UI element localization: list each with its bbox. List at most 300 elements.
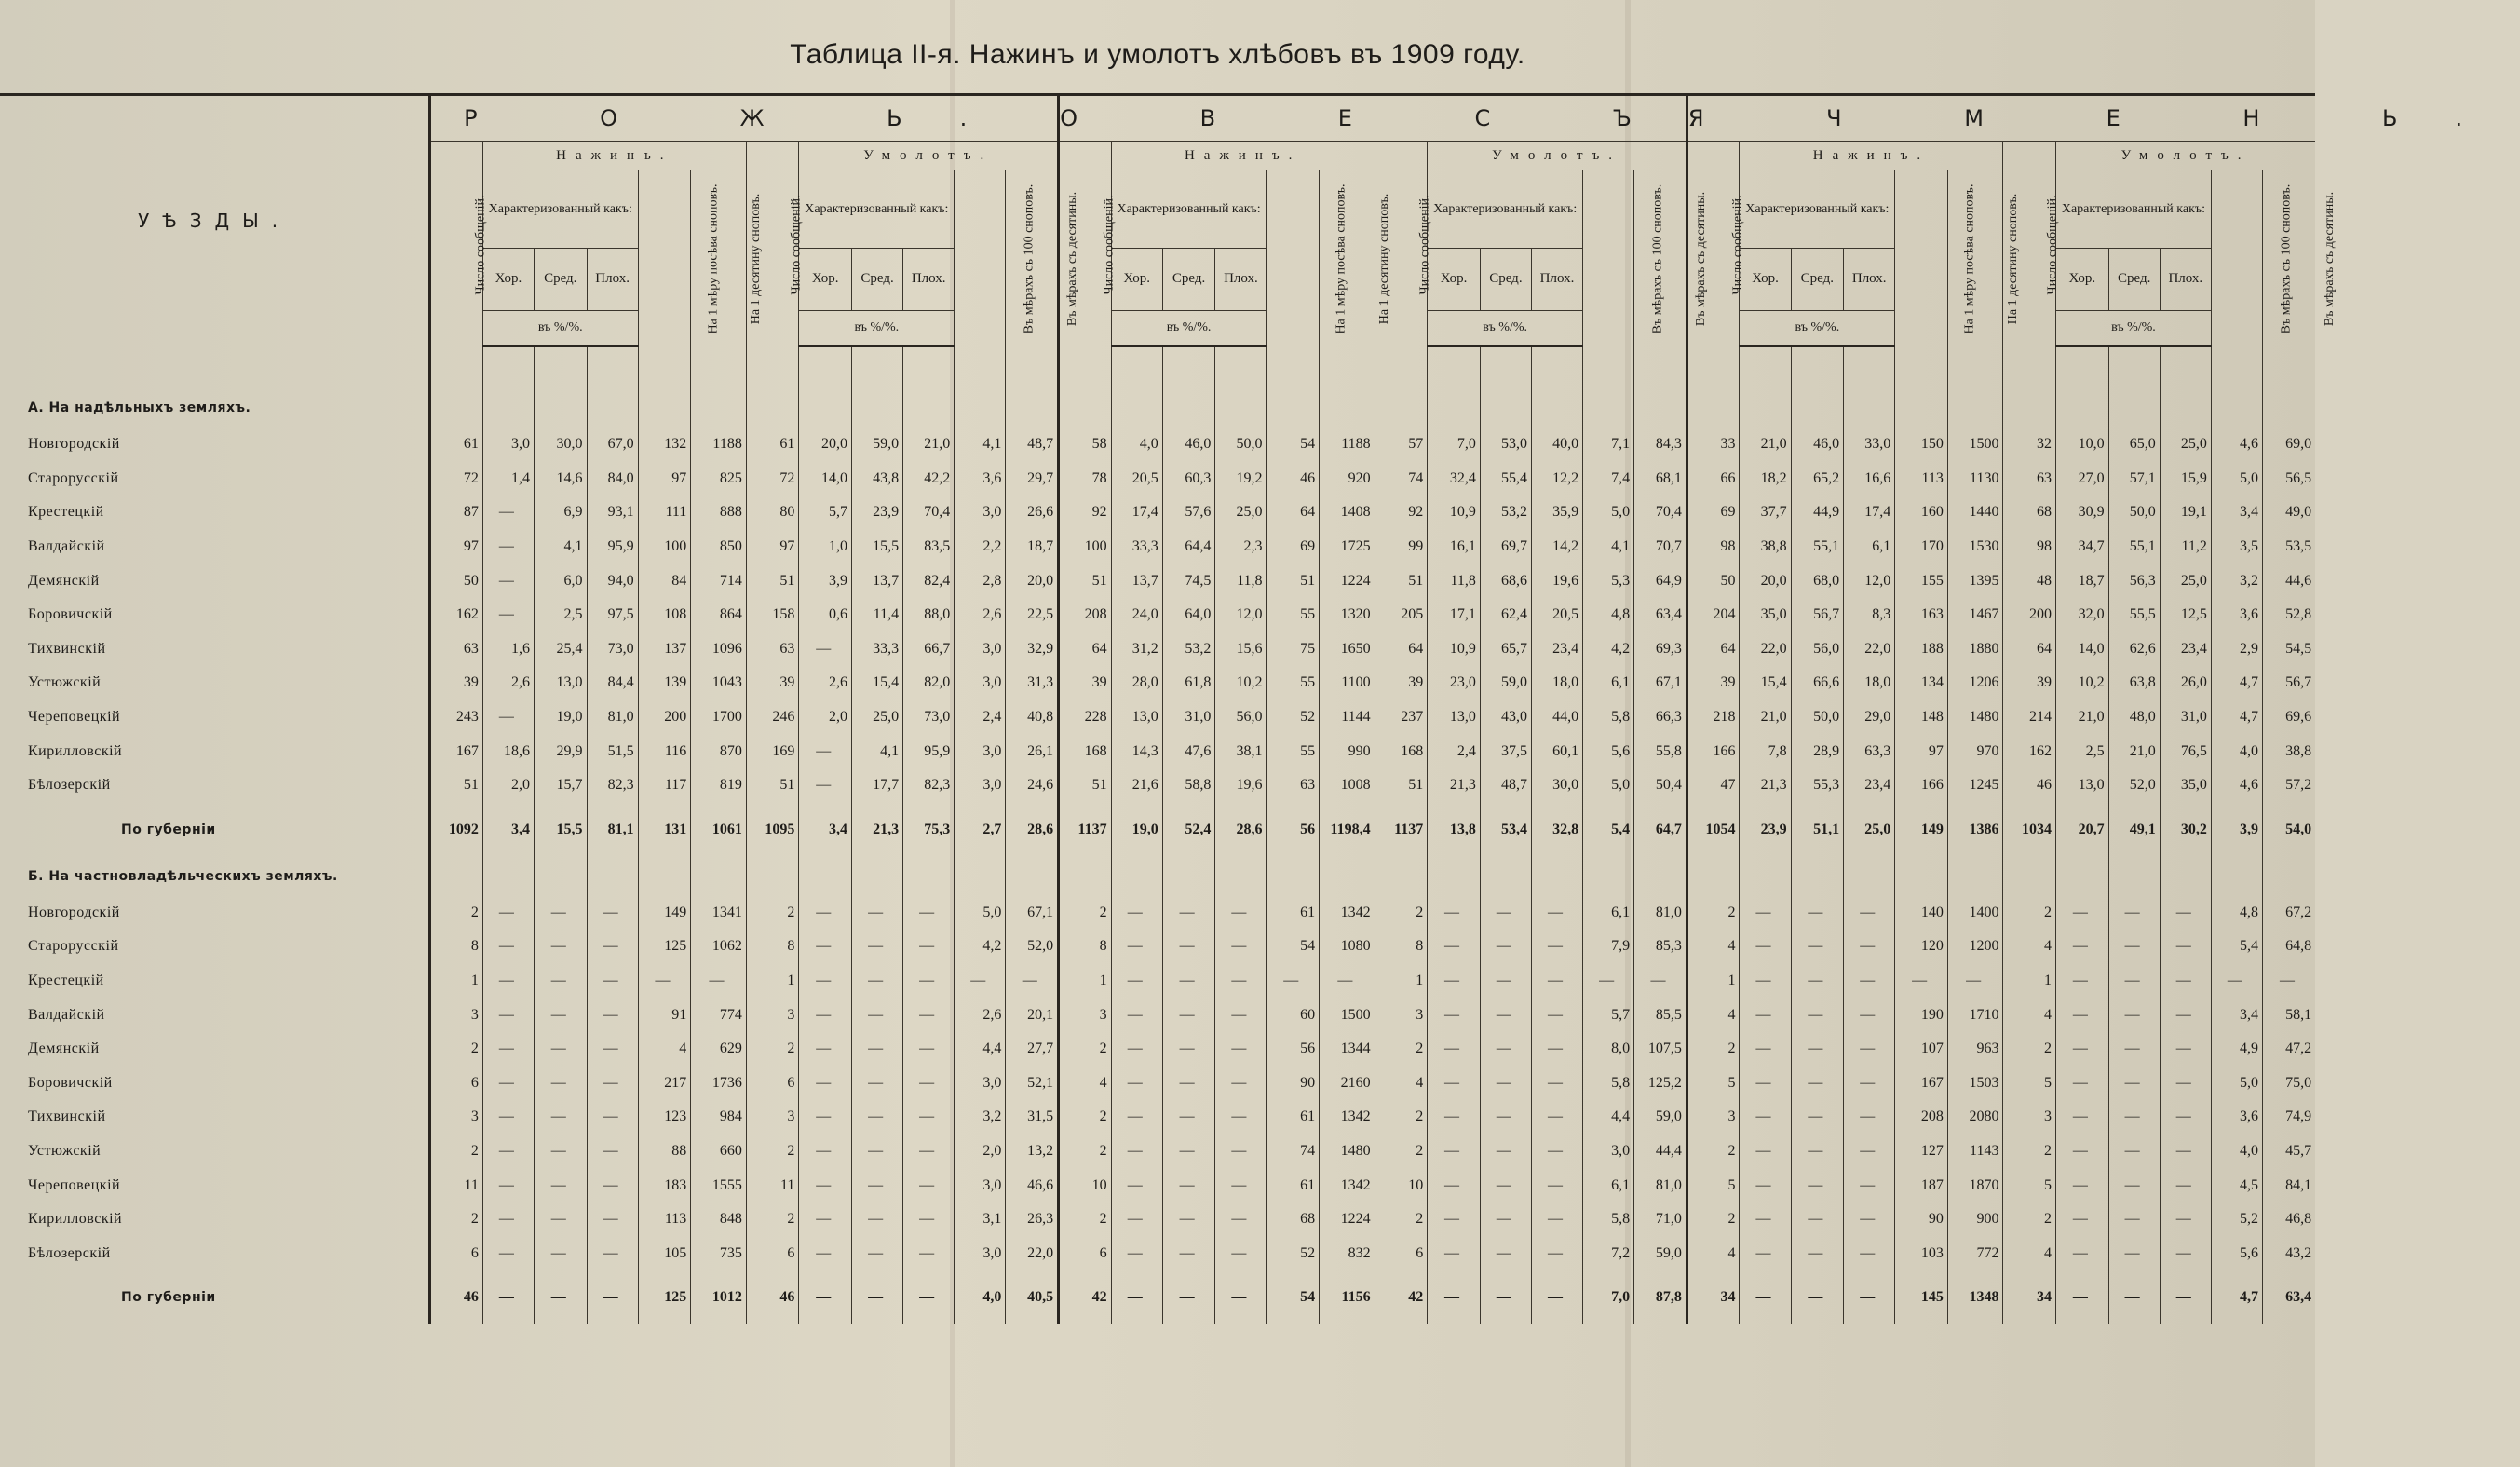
cell-value: 190: [1895, 998, 1948, 1032]
cell-value: 5,0: [2211, 462, 2262, 496]
cell-value: 5,8: [1583, 700, 1634, 735]
cell-value: [746, 388, 799, 428]
cell-value: 134: [1895, 666, 1948, 700]
cell-value: —: [1428, 930, 1481, 964]
cell-value: —: [1162, 1134, 1215, 1169]
good-header: Хор.: [799, 249, 852, 310]
cell-value: —: [1111, 964, 1162, 998]
district-name: Крестецкій: [28, 972, 104, 989]
cell-value: 17,1: [1428, 598, 1481, 632]
cell-value: [1215, 857, 1267, 896]
cell-value: 51: [1059, 768, 1112, 803]
percent-header: въ %/%.: [482, 310, 638, 346]
percent-header: въ %/%.: [1740, 310, 1895, 346]
cell-value: 2: [1059, 1134, 1112, 1169]
cell-value: —: [2056, 1134, 2109, 1169]
cell-value: 45,7: [2262, 1134, 2315, 1169]
cell-value: 3,0: [955, 1066, 1006, 1101]
cell-value: 2: [1375, 896, 1428, 930]
reports-header-text: Число сообщеній.: [2045, 195, 2060, 294]
cell-value: 117: [638, 768, 691, 803]
cell-value: 3,9: [2211, 803, 2262, 857]
cell-value: —: [1791, 1236, 1844, 1270]
cell-value: 4: [2003, 998, 2056, 1032]
cell-value: —: [1531, 1236, 1582, 1270]
cell-value: [1320, 346, 1375, 389]
cell-value: 25,0: [2160, 428, 2211, 462]
cell-value: —: [482, 896, 534, 930]
cell-value: 5,7: [1583, 998, 1634, 1032]
cell-value: 31,2: [1111, 632, 1162, 667]
cell-value: 61: [1267, 1168, 1320, 1202]
cell-value: 4,4: [1583, 1100, 1634, 1134]
cell-value: 46: [746, 1270, 799, 1324]
cell-value: 20,0: [1740, 564, 1791, 598]
cell-value: 187: [1895, 1168, 1948, 1202]
cell-value: 56,0: [1791, 632, 1844, 667]
cell-value: —: [2108, 998, 2160, 1032]
cell-value: 13,0: [2056, 768, 2109, 803]
cell-value: 30,9: [2056, 496, 2109, 530]
cell-value: —: [2056, 1270, 2109, 1324]
cell-value: [1947, 346, 2003, 389]
cell-value: —: [955, 964, 1006, 998]
cell-value: —: [534, 896, 587, 930]
cell-value: —: [852, 1066, 903, 1101]
cell-value: —: [1215, 896, 1267, 930]
cell-value: 8: [746, 930, 799, 964]
cell-value: 26,0: [2160, 666, 2211, 700]
cell-value: 58,8: [1162, 768, 1215, 803]
cell-value: 63: [746, 632, 799, 667]
table-row: [0, 428, 2315, 462]
table-row: [0, 1032, 2315, 1066]
cell-value: 55,1: [1791, 530, 1844, 564]
cell-value: 66,7: [903, 632, 955, 667]
cell-value: [1583, 857, 1634, 896]
cell-value: —: [1531, 1202, 1582, 1237]
table-row: [0, 700, 2315, 735]
cell-value: 18,2: [1740, 462, 1791, 496]
cell-value: 21,0: [1740, 700, 1791, 735]
table-row: [0, 462, 2315, 496]
cell-value: —: [1428, 1032, 1481, 1066]
cell-value: 13,0: [534, 666, 587, 700]
cell-value: [746, 346, 799, 389]
cell-value: 1156: [1320, 1270, 1375, 1324]
table-row: [0, 930, 2315, 964]
cell-value: 6,1: [1583, 1168, 1634, 1202]
row-header: УѢЗДЫ.: [0, 95, 430, 346]
cell-value: 66: [1687, 462, 1740, 496]
cell-value: —: [2108, 1270, 2160, 1324]
cell-value: 38,1: [1215, 734, 1267, 768]
cell-value: 2: [1375, 1032, 1428, 1066]
cell-value: 97: [1895, 734, 1948, 768]
cell-value: 200: [2003, 598, 2056, 632]
cell-value: 21,6: [1111, 768, 1162, 803]
cell-value: 51: [1375, 564, 1428, 598]
cell-value: 60,1: [1531, 734, 1582, 768]
cell-value: 920: [1320, 462, 1375, 496]
cell-value: 10,2: [1215, 666, 1267, 700]
cell-value: —: [903, 1032, 955, 1066]
cell-value: [903, 857, 955, 896]
cell-value: 55,1: [2108, 530, 2160, 564]
cell-value: —: [1215, 1168, 1267, 1202]
cell-value: 69,7: [1480, 530, 1531, 564]
poor-header: Плох.: [1215, 249, 1267, 310]
cell-value: 52,8: [2262, 598, 2315, 632]
cell-value: 30,2: [2160, 803, 2211, 857]
cell-value: 2080: [1947, 1100, 2003, 1134]
cell-value: 1245: [1947, 768, 2003, 803]
cell-value: —: [1791, 1202, 1844, 1237]
cell-value: 12,5: [2160, 598, 2211, 632]
cell-value: 51: [746, 768, 799, 803]
cell-value: 1: [430, 964, 483, 998]
cell-value: 11,2: [2160, 530, 2211, 564]
cell-value: —: [587, 998, 638, 1032]
threshing-header: Умолотъ.: [2056, 142, 2316, 170]
cell-value: 1008: [1320, 768, 1375, 803]
cell-value: [1791, 857, 1844, 896]
cell-value: —: [587, 1168, 638, 1202]
cell-value: 44,0: [1531, 700, 1582, 735]
cell-value: 85,3: [1634, 930, 1687, 964]
cell-value: 91: [638, 998, 691, 1032]
cell-value: 4: [1059, 1066, 1112, 1101]
cell-value: 0,6: [799, 598, 852, 632]
cell-value: —: [1740, 1202, 1791, 1237]
cell-value: [1006, 346, 1059, 389]
cell-value: 55: [1267, 598, 1320, 632]
cell-value: 1: [1375, 964, 1428, 998]
table-row: [0, 1066, 2315, 1101]
cell-value: 47: [1687, 768, 1740, 803]
cell-value: 1342: [1320, 1100, 1375, 1134]
district-name: Новгородскій: [28, 436, 120, 453]
cell-value: —: [1480, 964, 1531, 998]
cell-value: 4,1: [1583, 530, 1634, 564]
cell-value: —: [587, 1032, 638, 1066]
district-name: Демянскій: [28, 572, 100, 589]
cell-value: 237: [1375, 700, 1428, 735]
cell-value: [799, 346, 852, 389]
cell-value: 22,0: [1740, 632, 1791, 667]
cell-value: 22,0: [1844, 632, 1895, 667]
cell-value: —: [799, 1032, 852, 1066]
cell-value: 7,1: [1583, 428, 1634, 462]
cell-value: 5,0: [1583, 496, 1634, 530]
cell-value: 76,5: [2160, 734, 2211, 768]
cell-value: 1224: [1320, 564, 1375, 598]
cell-value: 21,3: [1740, 768, 1791, 803]
cell-value: 150: [1895, 428, 1948, 462]
cell-value: 28,9: [1791, 734, 1844, 768]
cell-value: 1,4: [482, 462, 534, 496]
cell-value: —: [1740, 964, 1791, 998]
cell-value: 35,0: [1740, 598, 1791, 632]
cell-value: 167: [1895, 1066, 1948, 1101]
cell-value: 228: [1059, 700, 1112, 735]
cell-value: [638, 388, 691, 428]
cell-value: 2,0: [799, 700, 852, 735]
cell-value: —: [1162, 1202, 1215, 1237]
cell-value: —: [852, 930, 903, 964]
cell-value: 28,6: [1215, 803, 1267, 857]
cell-value: —: [1531, 964, 1582, 998]
cell-value: 1503: [1947, 1066, 2003, 1101]
section-label: Б. На частновладѣльческихъ земляхъ.: [28, 868, 338, 884]
cell-value: —: [1791, 1100, 1844, 1134]
cell-value: 90: [1895, 1202, 1948, 1237]
cell-value: 217: [638, 1066, 691, 1101]
cell-value: 29,7: [1006, 462, 1059, 496]
cell-value: [1215, 388, 1267, 428]
cell-value: 2: [746, 1202, 799, 1237]
cell-value: 4,0: [955, 1270, 1006, 1324]
cell-value: 70,4: [1634, 496, 1687, 530]
cell-value: 57,2: [2262, 768, 2315, 803]
cell-value: 21,0: [2056, 700, 2109, 735]
cell-value: 5,4: [2211, 930, 2262, 964]
cell-value: 84,0: [587, 462, 638, 496]
cell-value: 59,0: [852, 428, 903, 462]
cell-value: 78: [1059, 462, 1112, 496]
cell-value: 6: [1375, 1236, 1428, 1270]
cell-value: 888: [691, 496, 747, 530]
cell-value: —: [1215, 1236, 1267, 1270]
measures-100-header: [2211, 170, 2294, 346]
cell-value: 848: [691, 1202, 747, 1237]
cell-value: —: [534, 1236, 587, 1270]
cell-value: 1736: [691, 1066, 747, 1101]
cell-value: 38,8: [2262, 734, 2315, 768]
district-name: Крестецкій: [28, 504, 104, 521]
cell-value: —: [1791, 964, 1844, 998]
cell-value: 62,6: [2108, 632, 2160, 667]
cell-value: 2: [1059, 1100, 1112, 1134]
good-header: Хор.: [2056, 249, 2109, 310]
cell-value: 63: [2003, 462, 2056, 496]
cell-value: 33,3: [1111, 530, 1162, 564]
cell-value: 57,1: [2108, 462, 2160, 496]
cell-value: 4,2: [1583, 632, 1634, 667]
cell-value: 3,0: [955, 666, 1006, 700]
cell-value: —: [799, 1168, 852, 1202]
cell-value: —: [1428, 1168, 1481, 1202]
cell-value: 6: [746, 1066, 799, 1101]
cell-value: 162: [430, 598, 483, 632]
cell-value: 2: [2003, 896, 2056, 930]
cell-value: 95,9: [587, 530, 638, 564]
cell-value: 148: [1895, 700, 1948, 735]
cell-value: 2: [1687, 1032, 1740, 1066]
cell-value: 3,5: [2211, 530, 2262, 564]
cell-value: 23,0: [1428, 666, 1481, 700]
cell-value: 13,7: [1111, 564, 1162, 598]
cell-value: —: [1895, 964, 1948, 998]
cell-value: 13,0: [1428, 700, 1481, 735]
cell-value: —: [799, 1100, 852, 1134]
cell-value: 23,4: [1531, 632, 1582, 667]
cell-value: 166: [1895, 768, 1948, 803]
cell-value: 2: [1375, 1134, 1428, 1169]
cell-value: 970: [1947, 734, 2003, 768]
cell-value: —: [2160, 1100, 2211, 1134]
cell-value: 99: [1375, 530, 1428, 564]
cell-value: 660: [691, 1134, 747, 1169]
medium-header: Сред.: [2108, 249, 2160, 310]
cell-value: 158: [746, 598, 799, 632]
cell-value: 64,9: [1634, 564, 1687, 598]
cell-value: 19,6: [1215, 768, 1267, 803]
characterized-header: Характеризованный какъ:: [1428, 170, 1583, 249]
cell-value: 2,6: [799, 666, 852, 700]
cell-value: —: [2108, 896, 2160, 930]
cell-value: 4,0: [1111, 428, 1162, 462]
cell-value: [1480, 388, 1531, 428]
cell-value: 10: [1059, 1168, 1112, 1202]
cell-value: 16,1: [1428, 530, 1481, 564]
cell-value: —: [482, 1066, 534, 1101]
cell-value: 990: [1320, 734, 1375, 768]
cell-value: 963: [1947, 1032, 2003, 1066]
cell-value: 7,9: [1583, 930, 1634, 964]
cell-value: 5,4: [1583, 803, 1634, 857]
per-desyatina-header-text: На 1 десятину сноповъ.: [1377, 193, 1392, 325]
cell-value: 90: [1267, 1066, 1320, 1101]
cell-value: 1480: [1320, 1134, 1375, 1169]
cell-value: 26,1: [1006, 734, 1059, 768]
cell-value: [2262, 346, 2315, 389]
cell-value: 80: [746, 496, 799, 530]
cell-value: —: [482, 1032, 534, 1066]
cell-value: —: [482, 598, 534, 632]
cell-value: —: [1111, 1236, 1162, 1270]
cell-value: —: [1428, 896, 1481, 930]
cell-value: [1895, 857, 1948, 896]
cell-value: 5,7: [799, 496, 852, 530]
characterized-header: Характеризованный какъ:: [799, 170, 955, 249]
cell-value: 14,0: [799, 462, 852, 496]
cell-value: 3: [1375, 998, 1428, 1032]
cell-value: 1061: [691, 803, 747, 857]
cell-value: 61: [430, 428, 483, 462]
cell-value: [482, 857, 534, 896]
cell-value: 1344: [1320, 1032, 1375, 1066]
cell-value: 21,3: [852, 803, 903, 857]
cell-value: 1500: [1320, 998, 1375, 1032]
cell-value: [2003, 857, 2056, 896]
cell-value: 1395: [1947, 564, 2003, 598]
cell-value: 155: [1895, 564, 1948, 598]
cell-value: [691, 388, 747, 428]
per-sowing-header-text: На 1 мѣру посѣва сноповъ.: [1962, 183, 1977, 334]
cell-value: 3,2: [955, 1100, 1006, 1134]
cell-value: [638, 857, 691, 896]
cell-value: [1844, 857, 1895, 896]
cell-value: 56,0: [1215, 700, 1267, 735]
cell-value: —: [2160, 896, 2211, 930]
cell-value: 52,4: [1162, 803, 1215, 857]
cell-value: —: [2056, 1168, 2109, 1202]
cell-value: 64,8: [2262, 930, 2315, 964]
cell-value: 1342: [1320, 1168, 1375, 1202]
cell-value: —: [799, 998, 852, 1032]
cell-value: 64,4: [1162, 530, 1215, 564]
cell-value: 1342: [1320, 896, 1375, 930]
cell-value: [1634, 388, 1687, 428]
cell-value: 52,0: [2108, 768, 2160, 803]
crop-header: Р О Ж Ь.: [430, 95, 1059, 142]
cell-value: 46,6: [1006, 1168, 1059, 1202]
cell-value: —: [852, 1100, 903, 1134]
cell-value: 17,7: [852, 768, 903, 803]
cell-value: —: [1111, 1270, 1162, 1324]
cell-value: [746, 857, 799, 896]
cell-value: 46,0: [1791, 428, 1844, 462]
district-name: Боровичскій: [28, 606, 113, 623]
cell-value: 20,0: [799, 428, 852, 462]
cell-value: 4: [1687, 930, 1740, 964]
cell-value: 34: [1687, 1270, 1740, 1324]
cell-value: —: [2056, 1066, 2109, 1101]
cell-value: 97: [638, 462, 691, 496]
cell-value: 39: [746, 666, 799, 700]
cell-value: —: [587, 1134, 638, 1169]
cell-value: 3,9: [799, 564, 852, 598]
cell-value: —: [482, 496, 534, 530]
cell-value: 11: [746, 1168, 799, 1202]
cell-value: [1320, 857, 1375, 896]
cell-value: —: [1531, 1134, 1582, 1169]
cell-value: 5: [2003, 1168, 2056, 1202]
cell-value: 52,1: [1006, 1066, 1059, 1101]
cell-value: 2,9: [2211, 632, 2262, 667]
measures-des-header-text: Въ мѣрахъ съ десятины.: [2323, 191, 2337, 327]
cell-value: 870: [691, 734, 747, 768]
cell-value: —: [1791, 1270, 1844, 1324]
cell-value: —: [903, 1236, 955, 1270]
cell-value: 3,0: [955, 768, 1006, 803]
district-name: Тихвинскій: [28, 1108, 106, 1125]
cell-value: 50,0: [1215, 428, 1267, 462]
cell-value: 13,8: [1428, 803, 1481, 857]
cell-value: 200: [638, 700, 691, 735]
cell-value: 40,5: [1006, 1270, 1059, 1324]
cell-value: 3: [746, 998, 799, 1032]
cell-value: 67,1: [1634, 666, 1687, 700]
cell-value: —: [1111, 1134, 1162, 1169]
cell-value: 4: [1375, 1066, 1428, 1101]
cell-value: [1687, 857, 1740, 896]
cell-value: —: [852, 964, 903, 998]
cell-value: 52: [1267, 1236, 1320, 1270]
cell-value: —: [587, 896, 638, 930]
cell-value: 94,0: [587, 564, 638, 598]
cell-value: 12,0: [1844, 564, 1895, 598]
cell-value: 30,0: [1531, 768, 1582, 803]
cell-value: 61: [1267, 1100, 1320, 1134]
cell-value: 34,7: [2056, 530, 2109, 564]
cell-value: 47,6: [1162, 734, 1215, 768]
cell-value: —: [1791, 998, 1844, 1032]
cell-value: —: [1844, 1032, 1895, 1066]
cell-value: 51: [746, 564, 799, 598]
cell-value: 50,0: [2108, 496, 2160, 530]
